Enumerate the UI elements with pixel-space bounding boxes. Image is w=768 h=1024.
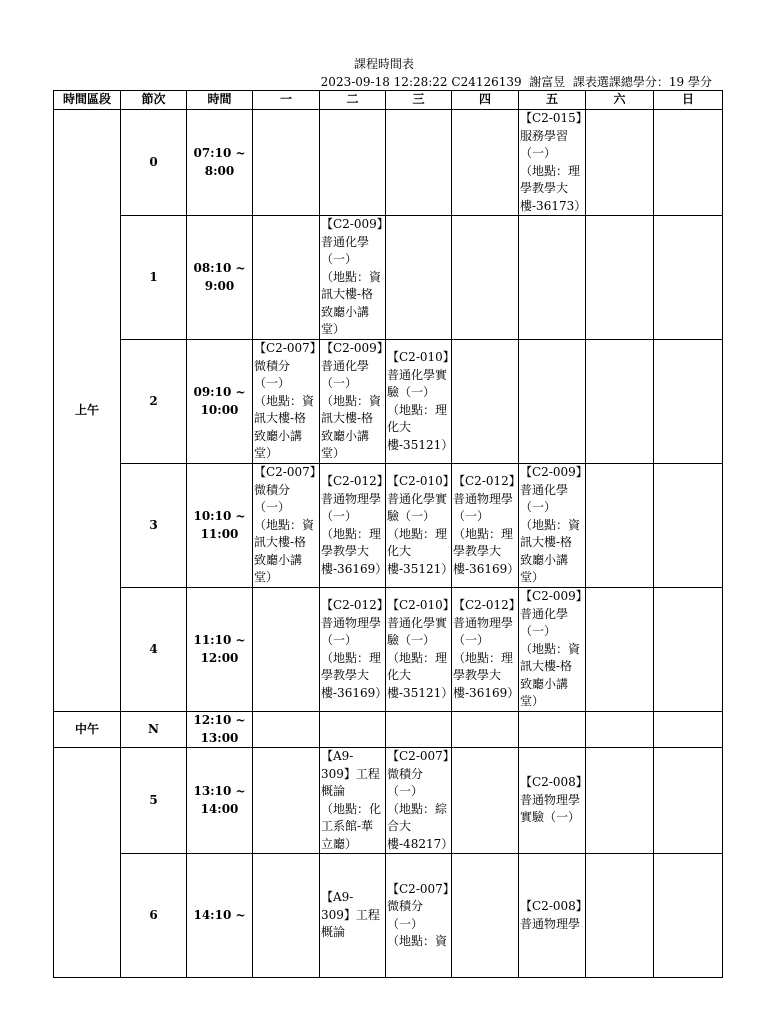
- session-time: 08:10 ~ 9:00: [187, 216, 253, 340]
- header-row: [54, 91, 723, 110]
- session-index: 5: [121, 748, 187, 854]
- empty-cell: [586, 588, 654, 712]
- empty-cell: [654, 216, 723, 340]
- empty-cell: [386, 216, 452, 340]
- empty-cell: [253, 110, 320, 216]
- empty-cell: [452, 110, 519, 216]
- course-cell: 【C2-007】 微積分 （一） （地點：資: [386, 854, 452, 978]
- session-index: N: [121, 712, 187, 748]
- course-cell: 【A9- 309】工程 概論: [320, 854, 386, 978]
- course-cell: 【C2-012】 普通物理學 （一） （地點：理 學教學大 樓-36169）: [452, 588, 519, 712]
- empty-cell: [253, 712, 320, 748]
- period-cell: 上午: [54, 110, 121, 712]
- header-sat: 六: [586, 91, 654, 110]
- empty-cell: [519, 712, 586, 748]
- header-sun: 日: [654, 91, 723, 110]
- header-time: 時間: [187, 91, 253, 110]
- empty-cell: [452, 854, 519, 978]
- empty-cell: [654, 340, 723, 464]
- page-title: 課程時間表: [353, 57, 414, 71]
- course-cell: 【C2-009】 普通化學 （一） （地點：資 訊大樓-格 致廳小講 堂）: [519, 588, 586, 712]
- empty-cell: [654, 748, 723, 854]
- empty-cell: [386, 110, 452, 216]
- timetable-row: [54, 854, 723, 978]
- timetable-row: [54, 340, 723, 464]
- empty-cell: [586, 748, 654, 854]
- timetable-row: [54, 588, 723, 712]
- session-time: 13:10 ~ 14:00: [187, 748, 253, 854]
- course-cell: 【C2-008】 普通物理學 實驗（一）: [519, 748, 586, 854]
- timetable-row: [54, 748, 723, 854]
- timetable-body: [54, 110, 723, 978]
- session-index: 0: [121, 110, 187, 216]
- session-index: 2: [121, 340, 187, 464]
- course-cell: 【C2-012】 普通物理學 （一） （地點：理 學教學大 樓-36169）: [320, 464, 386, 588]
- empty-cell: [253, 588, 320, 712]
- empty-cell: [519, 216, 586, 340]
- empty-cell: [452, 748, 519, 854]
- timetable-row: [54, 110, 723, 216]
- empty-cell: [452, 216, 519, 340]
- header-fri: 五: [519, 91, 586, 110]
- session-time: 11:10 ~ 12:00: [187, 588, 253, 712]
- header-thu: 四: [452, 91, 519, 110]
- empty-cell: [586, 712, 654, 748]
- course-cell: 【C2-007】 微積分 （一） （地點：資 訊大樓-格 致廳小講 堂）: [253, 340, 320, 464]
- empty-cell: [586, 854, 654, 978]
- empty-cell: [654, 854, 723, 978]
- session-time: 09:10 ~ 10:00: [187, 340, 253, 464]
- empty-cell: [519, 340, 586, 464]
- header-mon: 一: [253, 91, 320, 110]
- course-cell: 【C2-009】 普通化學 （一） （地點：資 訊大樓-格 致廳小講 堂）: [320, 340, 386, 464]
- session-time: 12:10 ~ 13:00: [187, 712, 253, 748]
- empty-cell: [586, 216, 654, 340]
- empty-cell: [654, 110, 723, 216]
- header-period: 時間區段: [54, 91, 121, 110]
- empty-cell: [253, 854, 320, 978]
- session-time: 07:10 ~ 8:00: [187, 110, 253, 216]
- report-meta: 2023-09-18 12:28:22 C24126139 謝富昱 課表選課總學分：19 學分: [320, 75, 712, 89]
- header-tue: 二: [320, 91, 386, 110]
- period-cell: 中午: [54, 712, 121, 748]
- timetable-row: [54, 712, 723, 748]
- course-cell: 【C2-012】 普通物理學 （一） （地點：理 學教學大 樓-36169）: [452, 464, 519, 588]
- empty-cell: [654, 588, 723, 712]
- session-time: 10:10 ~ 11:00: [187, 464, 253, 588]
- empty-cell: [654, 712, 723, 748]
- session-index: 6: [121, 854, 187, 978]
- session-index: 3: [121, 464, 187, 588]
- header-wed: 三: [386, 91, 452, 110]
- course-cell: 【C2-010】 普通化學實 驗（一） （地點：理 化大 樓-35121）: [386, 588, 452, 712]
- course-cell: 【C2-010】 普通化學實 驗（一） （地點：理 化大 樓-35121）: [386, 340, 452, 464]
- empty-cell: [452, 712, 519, 748]
- empty-cell: [320, 712, 386, 748]
- course-cell: 【A9- 309】工程 概論 （地點：化 工系館-華 立廳）: [320, 748, 386, 854]
- course-cell: 【C2-009】 普通化學 （一） （地點：資 訊大樓-格 致廳小講 堂）: [320, 216, 386, 340]
- empty-cell: [320, 110, 386, 216]
- empty-cell: [386, 712, 452, 748]
- course-cell: 【C2-010】 普通化學實 驗（一） （地點：理 化大 樓-35121）: [386, 464, 452, 588]
- empty-cell: [253, 748, 320, 854]
- timetable-row: [54, 216, 723, 340]
- period-cell: [54, 748, 121, 978]
- empty-cell: [586, 110, 654, 216]
- course-cell: 【C2-008】 普通物理學: [519, 854, 586, 978]
- empty-cell: [586, 340, 654, 464]
- empty-cell: [654, 464, 723, 588]
- course-cell: 【C2-007】 微積分 （一） （地點：資 訊大樓-格 致廳小講 堂）: [253, 464, 320, 588]
- session-time: 14:10 ~: [187, 854, 253, 978]
- course-cell: 【C2-015】 服務學習 （一） （地點：理 學教學大 樓-36173）: [519, 110, 586, 216]
- session-index: 4: [121, 588, 187, 712]
- empty-cell: [452, 340, 519, 464]
- session-index: 1: [121, 216, 187, 340]
- course-cell: 【C2-009】 普通化學 （一） （地點：資 訊大樓-格 致廳小講 堂）: [519, 464, 586, 588]
- header-index: 節次: [121, 91, 187, 110]
- course-cell: 【C2-012】 普通物理學 （一） （地點：理 學教學大 樓-36169）: [320, 588, 386, 712]
- empty-cell: [586, 464, 654, 588]
- timetable: [53, 90, 723, 978]
- timetable-container: [53, 90, 723, 948]
- timetable-row: [54, 464, 723, 588]
- empty-cell: [253, 216, 320, 340]
- course-cell: 【C2-007】 微積分 （一） （地點：綜 合大 樓-48217）: [386, 748, 452, 854]
